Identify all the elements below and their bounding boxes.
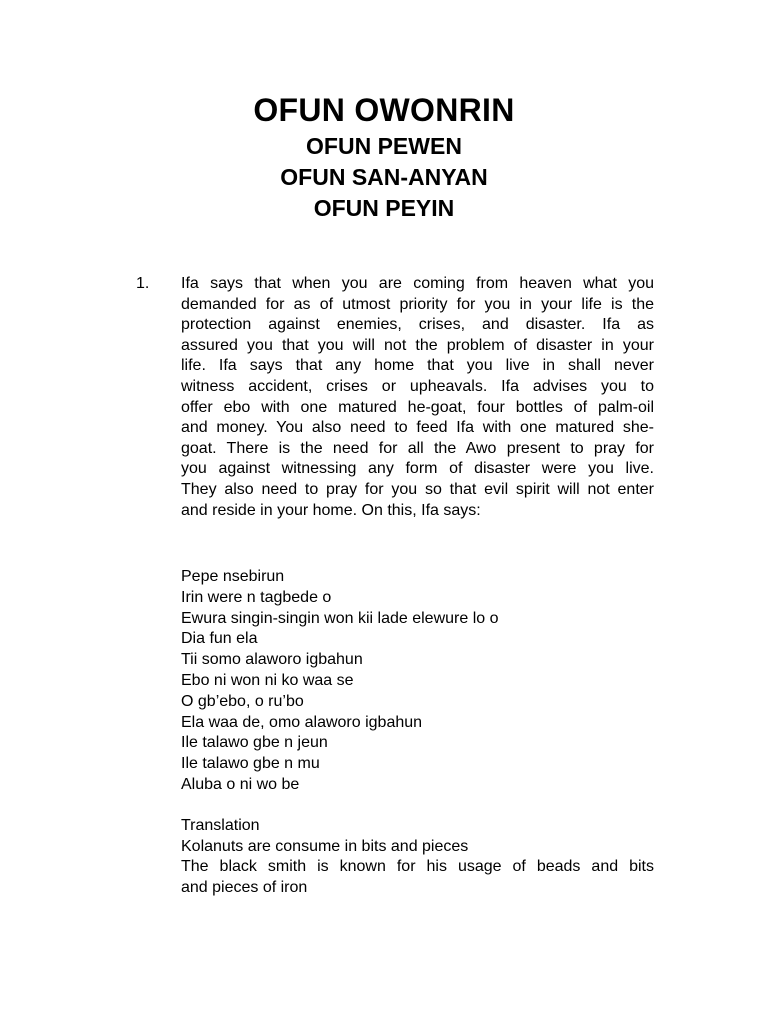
paragraph-line: Ifa says that when you are coming from heaven what you xyxy=(181,275,654,292)
page-title: OFUN OWONRIN xyxy=(253,92,515,128)
paragraph-line: witness accident, crises or upheavals. Ifa advises you to xyxy=(181,377,654,395)
verse-line: Ebo ni won ni ko waa se xyxy=(181,671,354,689)
translation-line: Kolanuts are consume in bits and pieces xyxy=(181,837,469,855)
subtitle-2: OFUN SAN-ANYAN xyxy=(280,164,488,190)
translation-block xyxy=(181,816,654,898)
section-paragraph xyxy=(181,274,654,521)
paragraph-line: you against witnessing any form of disaster were you live. xyxy=(181,460,654,478)
verse-line: Aluba o ni wo be xyxy=(181,775,300,793)
paragraph-line: They also need to pray for you so that evil spirit will not enter xyxy=(181,480,654,498)
subtitle-3: OFUN PEYIN xyxy=(313,195,455,221)
paragraph-line: and money. You also need to feed Ifa with one matured she- xyxy=(181,419,654,437)
verse-line: Irin were n tagbede o xyxy=(181,588,332,606)
paragraph-line: goat. There is the need for all the Awo present to pray for xyxy=(181,439,654,457)
paragraph-line: demanded for as of utmost priority for you in your life is the xyxy=(181,295,654,313)
verse-line: Tii somo alaworo igbahun xyxy=(181,651,363,669)
subtitle-1: OFUN PEWEN xyxy=(306,133,462,159)
translation-heading: Translation xyxy=(181,817,260,834)
paragraph-line: protection against enemies, crises, and disaster. Ifa as xyxy=(181,316,654,334)
paragraph-line: assured you that you will not the problem of disaster in your xyxy=(181,336,654,354)
paragraph-line: and reside in your home. On this, Ifa says: xyxy=(181,501,481,519)
verse-line: Ile talawo gbe n mu xyxy=(181,755,320,773)
translation-line: The black smith is known for his usage of beads and bits xyxy=(181,858,654,876)
verse-line: Ela waa de, omo alaworo igbahun xyxy=(181,713,423,731)
verse-block xyxy=(181,567,499,796)
verse-line: Pepe nsebirun xyxy=(181,568,285,585)
paragraph-line: offer ebo with one matured he-goat, four bottles of palm-oil xyxy=(181,398,654,416)
verse-line: O gb’ebo, o ru’bo xyxy=(181,692,304,710)
verse-line: Ewura singin-singin won kii lade elewure lo o xyxy=(181,609,499,627)
section-number: 1. xyxy=(136,275,150,292)
verse-line: Dia fun ela xyxy=(181,630,258,648)
verse-line: Ile talawo gbe n jeun xyxy=(181,734,328,752)
paragraph-line: life. Ifa says that any home that you live in shall never xyxy=(181,357,654,375)
translation-line: and pieces of iron xyxy=(181,878,308,896)
